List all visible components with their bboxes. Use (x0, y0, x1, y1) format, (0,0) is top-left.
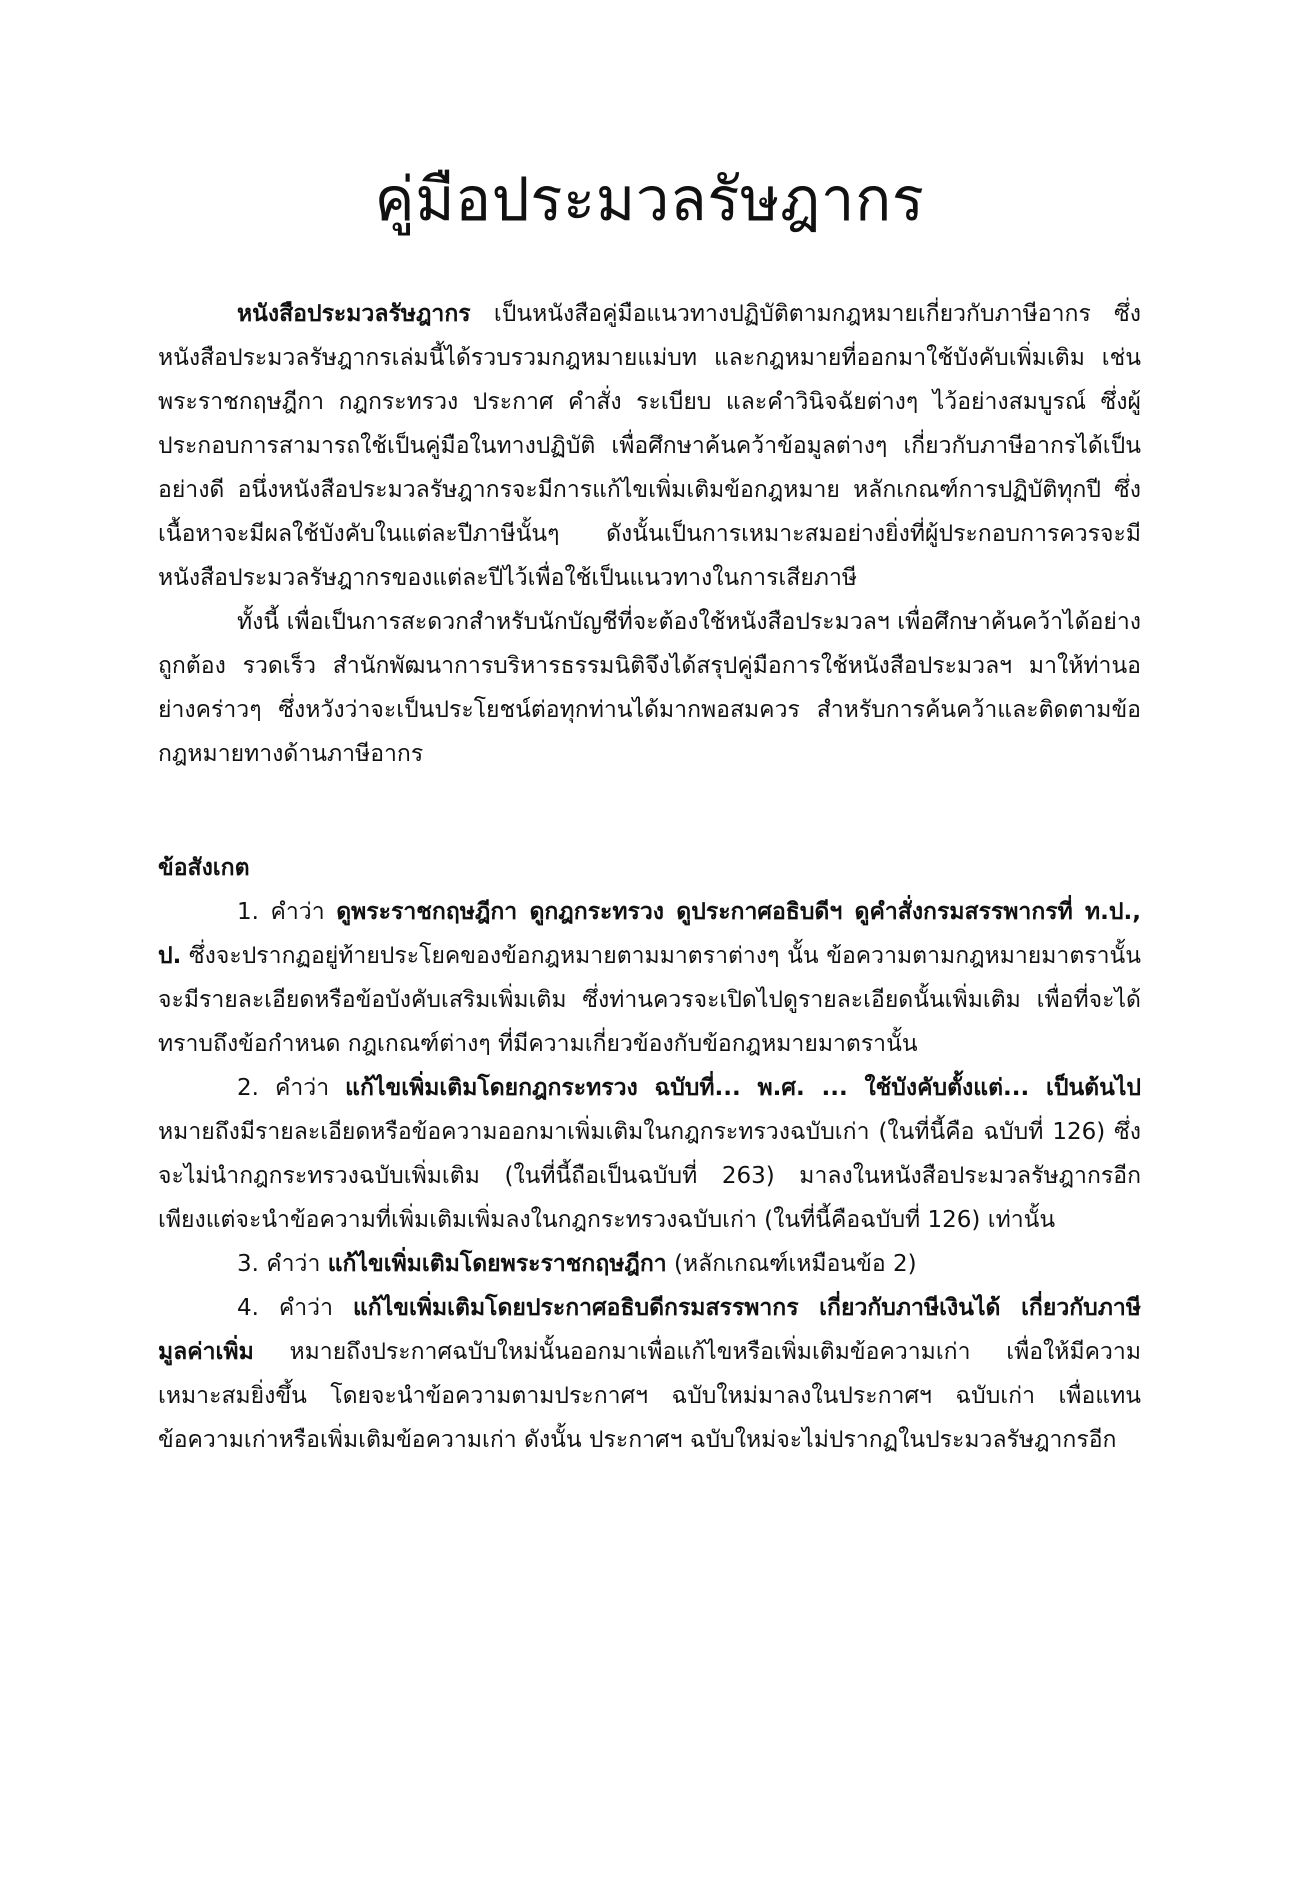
note-item-1-bold: ดูพระราชกฤษฎีกา ดูกฎกระทรวง ดูประกาศอธิบดีฯ ดูคำสั่งกรมสรรพากรที่ ท.ป., ป. (158, 899, 1141, 969)
intro-lead-bold: หนังสือประมวลรัษฎากร (237, 301, 471, 327)
note-item-4-text: หมายถึงประกาศฉบับใหม่นั้นออกมาเพื่อแก้ไขหรือเพิ่มเติมข้อความเก่า เพื่อให้มีความเหมาะสมยิ่งขึ้น โดยจะนำข้อความตามประกาศฯ ฉบับใหม่มาลงในประกาศฯ ฉบับเก่า เพื่อแทนข้อความเก่าหรือเพิ่มเติมข้อความเก่า ดังนั้น ประกาศฯ ฉบับใหม่จะไม่ปรากฏในประมวลรัษฎากรอีก (158, 1339, 1141, 1453)
intro-paragraph-2: ทั้งนี้ เพื่อเป็นการสะดวกสำหรับนักบัญชีที่จะต้องใช้หนังสือประมวลฯ เพื่อศึกษาค้นคว้าได้อย่างถูกต้อง รวดเร็ว สำนักพัฒนาการบริหารธรรมนิติจึงได้สรุปคู่มือการใช้หนังสือประมวลฯ มาให้ท่านอย่างคร่าวๆ ซึ่งหวังว่าจะเป็นประโยชน์ต่อทุกท่านได้มากพอสมควร สำหรับการค้นคว้าและติดตามข้อกฎหมายทางด้านภาษีอากร (158, 609, 1141, 767)
note-item-3-bold: แก้ไขเพิ่มเติมโดยพระราชกฤษฎีกา (327, 1251, 667, 1277)
note-item-4-prefix: 4. คำว่า (237, 1295, 353, 1321)
note-item-1-text: ซึ่งจะปรากฏอยู่ท้ายประโยคของข้อกฎหมายตามมาตราต่างๆ นั้น ข้อความตามกฎหมายมาตรานั้นจะมีรายละเอียดหรือข้อบังคับเสริมเพิ่มเติม ซึ่งท่านควรจะเปิดไปดูรายละเอียดนั้นเพิ่มเติม เพื่อที่จะได้ทราบถึงข้อกำหนด กฎเกณฑ์ต่างๆ ที่มีความเกี่ยวข้องกับข้อกฎหมายมาตรานั้น (158, 943, 1141, 1057)
note-item-1-prefix: 1. คำว่า (237, 899, 337, 925)
page-title: คู่มือประมวลรัษฎากร (374, 165, 925, 235)
note-item-4-bold: แก้ไขเพิ่มเติมโดยประกาศอธิบดีกรมสรรพากร เกี่ยวกับภาษีเงินได้ เกี่ยวกับภาษีมูลค่าเพิ่ม (158, 1295, 1142, 1365)
intro-paragraph-1 (158, 292, 1141, 600)
note-item-2-bold: แก้ไขเพิ่มเติมโดยกฎกระทรวง ฉบับที่... พ.ศ. ... ใช้บังคับตั้งแต่... เป็นต้นไป (345, 1075, 1141, 1101)
notes-heading: ข้อสังเกต (158, 855, 250, 881)
document-body (158, 292, 1141, 1462)
note-item-3-prefix: 3. คำว่า (237, 1251, 328, 1277)
intro-paragraph-1-text: เป็นหนังสือคู่มือแนวทางปฏิบัติตามกฎหมายเกี่ยวกับภาษีอากร ซึ่งหนังสือประมวลรัษฎากรเล่มนี้ได้รวบรวมกฎหมายแม่บท และกฎหมายที่ออกมาใช้บังคับเพิ่มเติม เช่น พระราชกฤษฎีกา กฎกระทรวง ประกาศ คำสั่ง ระเบียบ และคำวินิจฉัยต่างๆ ไว้อย่างสมบูรณ์ ซึ่งผู้ประกอบการสามารถใช้เป็นคู่มือในทางปฏิบัติ เพื่อศึกษาค้นคว้าข้อมูลต่างๆ เกี่ยวกับภาษีอากรได้เป็นอย่างดี อนึ่งหนังสือประมวลรัษฎากรจะมีการแก้ไขเพิ่มเติมข้อกฎหมาย หลักเกณฑ์การปฏิบัติทุกปี ซึ่งเนื้อหาจะมีผลใช้บังคับในแต่ละปีภาษีนั้นๆ ดังนั้นเป็นการเหมาะสมอย่างยิ่งที่ผู้ประกอบการควรจะมีหนังสือประมวลรัษฎากรของแต่ละปีไว้เพื่อใช้เป็นแนวทางในการเสียภาษี (158, 301, 1141, 591)
note-item-1 (158, 890, 1141, 1066)
note-item-2-prefix: 2. คำว่า (237, 1075, 346, 1101)
note-item-2-text: หมายถึงมีรายละเอียดหรือข้อความออกมาเพิ่มเติมในกฎกระทรวงฉบับเก่า (ในที่นี้คือ ฉบับที่ 126) ซึ่งจะไม่นำกฎกระทรวงฉบับเพิ่มเติม (ในที่นี้ถือเป็นฉบับที่ 263) มาลงในหนังสือประมวลรัษฎากรอีก เพียงแต่จะนำข้อความที่เพิ่มเติมเพิ่มลงในกฎกระทรวงฉบับเก่า (ในที่นี้คือฉบับที่ 126) เท่านั้น (158, 1119, 1141, 1233)
note-item-3-text: (หลักเกณฑ์เหมือนข้อ 2) (666, 1251, 917, 1277)
note-item-3 (158, 1242, 1141, 1286)
note-item-2 (158, 1066, 1141, 1242)
note-item-4 (158, 1286, 1141, 1462)
